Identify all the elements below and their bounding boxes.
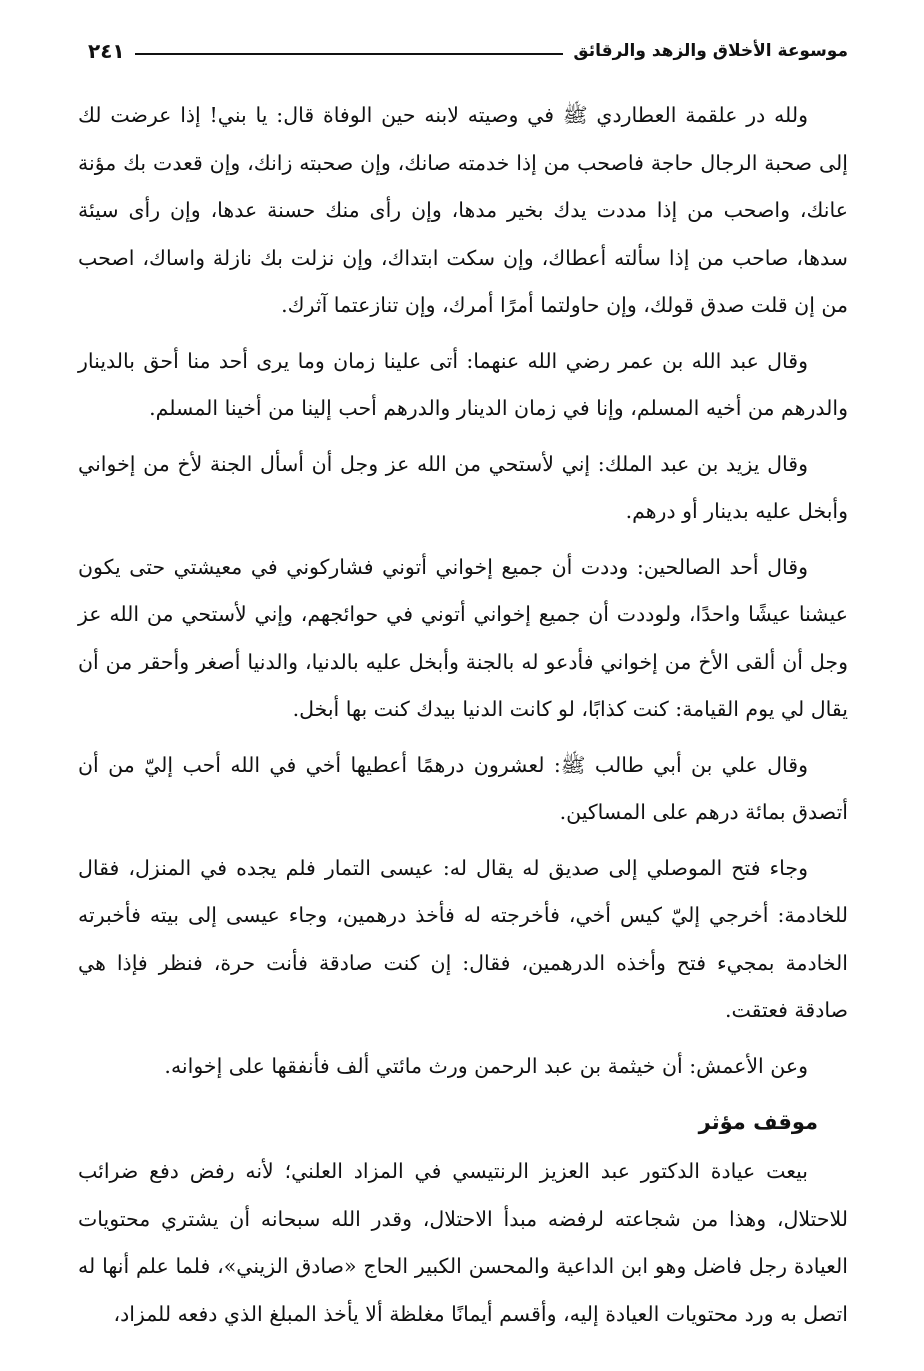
paragraph-fath-mosuli: وجاء فتح الموصلي إلى صديق له يقال له: عيسى التمار فلم يجده في المنزل، فقال للخادمة: أخرجي إليّ كيس أخي، فأخرجته له فأخذ درهمين، وجاء عيسى إلى بيته فأخبرته الخادمة بمجيء فتح وأخذه الدرهمين، فقال: إن كنت صادقة فأنت حرة، فنظر فإذا هي صادقة فعتقت. — [78, 855, 848, 1022]
paragraph-rantisi: بيعت عيادة الدكتور عبد العزيز الرنتيسي في المزاد العلني؛ لأنه رفض دفع ضرائب للاحتلال، وهذا من شجاعته لرفضه مبدأ الاحتلال، وقدر الله سبحانه أن يشتري محتويات العيادة رجل فاضل وهو ابن الداعية والمحسن الكبير الحاج «صادق الزيني»، فلما علم أنها له اتصل به ورد محتويات العيادة إليه، وأقسم أيمانًا مغلظة ألا يأخذ المبلغ الذي دفعه للمزاد، — [78, 1159, 848, 1326]
section-heading: موقف مؤثر — [698, 1110, 818, 1134]
paragraph-ibn-umar: وقال عبد الله بن عمر رضي الله عنهما: أتى علينا زمان وما يرى أحد منا أحق بالدينار والدرهم من أخيه المسلم، وإنا في زمان الدينار والدرهم أحب إلينا من أخينا المسلم. — [78, 348, 848, 420]
page-number: ٢٤١ — [88, 39, 125, 63]
header-rule — [135, 53, 564, 55]
page-header — [88, 34, 848, 68]
paragraph-alqama: ولله در علقمة العطاردي ﷺ في وصيته لابنه حين الوفاة قال: يا بني! إذا عرضت لك إلى صحبة الرجال حاجة فاصحب من إذا خدمته صانك، وإن صحبته زانك، وإن قعدت بك مؤنة عانك، واصحب من إذا مددت يدك بخير مدها، وإن رأى منك حسنة عدها، وإن رأى سيئة سدها، صاحب من إذا سألته أعطاك، وإن سكت ابتداك، وإن نزلت بك نازلة واساك، اصحب من إن قلت صدق قولك، وإن حاولتما أمرًا أمرك، وإن تنازعتما آثرك. — [78, 103, 848, 317]
page-body — [78, 92, 848, 1346]
paragraph-amash: وعن الأعمش: أن خيثمة بن عبد الرحمن ورث مائتي ألف فأنفقها على إخوانه. — [164, 1053, 808, 1078]
running-title: موسوعة الأخلاق والزهد والرقائق — [573, 41, 848, 61]
paragraph-ali: وقال علي بن أبي طالب ﷺ: لعشرون درهمًا أعطيها أخي في الله أحب إليّ من أن أتصدق بمائة درهم على المساكين. — [78, 752, 848, 824]
paragraph-salihin: وقال أحد الصالحين: وددت أن جميع إخواني أتوني فشاركوني في معيشتي حتى يكون عيشنا عيشًا واحدًا، ولوددت أن جميع إخواني أتوني في حوائجهم، وإني لأستحي من الله عز وجل أن ألقى الأخ من إخواني فأدعو له بالجنة وأبخل عليه بالدنيا، والدنيا أصغر وأحقر من أن يقال لي يوم القيامة: كنت كذابًا، لو كانت الدنيا بيدك كنت بها أبخل. — [78, 554, 848, 721]
paragraph-yazid: وقال يزيد بن عبد الملك: إني لأستحي من الله عز وجل أن أسأل الجنة لأخ من إخواني وأبخل عليه بدينار أو درهم. — [78, 451, 848, 523]
